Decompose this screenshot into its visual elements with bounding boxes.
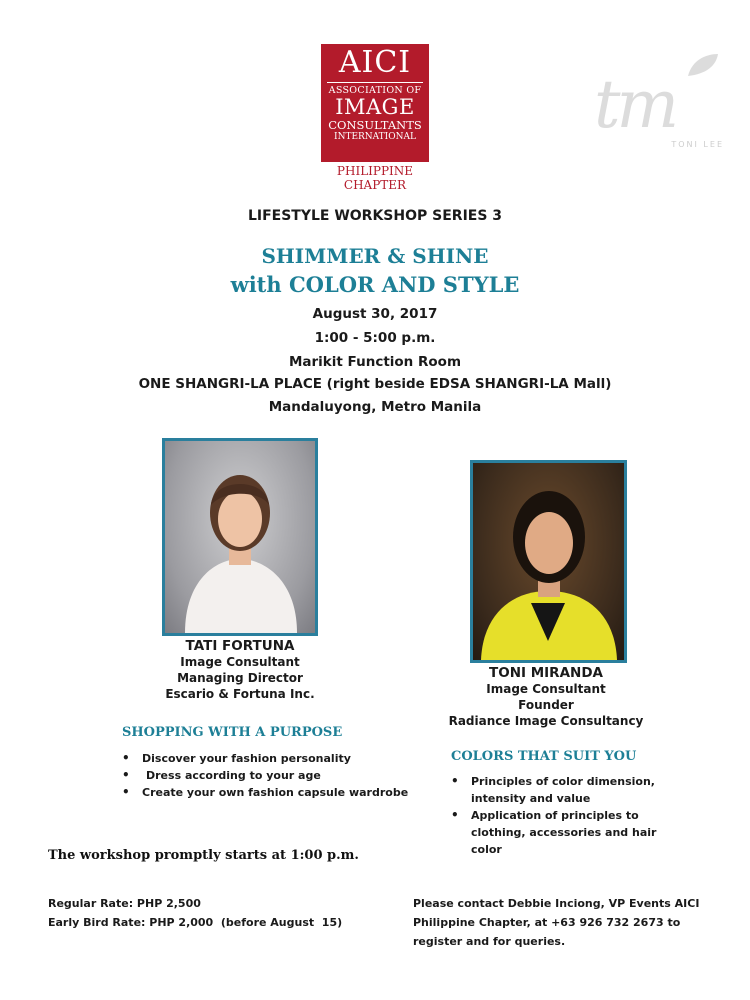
logo-line-international: INTERNATIONAL bbox=[334, 132, 416, 142]
workshop-series: LIFESTYLE WORKSHOP SERIES 3 bbox=[247, 208, 503, 224]
event-date: August 30, 2017 bbox=[312, 306, 438, 322]
list-item: • Dress according to your age bbox=[118, 767, 418, 784]
early-bird-rate: Early Bird Rate: PHP 2,000 (before August 15) bbox=[48, 916, 343, 929]
speaker2-role1: Image Consultant bbox=[486, 682, 606, 696]
logo-line-consultants: CONSULTANTS bbox=[328, 118, 422, 132]
list-item: • Application of principles to clothing, accessories and hair color bbox=[447, 807, 687, 858]
logo-line-association: ASSOCIATION OF bbox=[328, 85, 422, 96]
aici-logo bbox=[321, 44, 429, 162]
list-item: • Create your own fashion capsule wardrobe bbox=[118, 784, 418, 801]
logo-line-image: IMAGE bbox=[335, 95, 415, 119]
speaker2-portrait bbox=[473, 463, 624, 660]
watermark bbox=[588, 52, 728, 162]
speaker1-name: TATI FORTUNA bbox=[185, 638, 295, 654]
speaker2-name: TONI MIRANDA bbox=[489, 665, 603, 681]
event-venue: ONE SHANGRI-LA PLACE (right beside EDSA SHANGRI-LA Mall) bbox=[138, 376, 612, 392]
logo-acronym: AICI bbox=[338, 45, 412, 80]
event-room: Marikit Function Room bbox=[288, 354, 462, 370]
watermark-logo: tm bbox=[594, 66, 676, 143]
event-city: Mandaluyong, Metro Manila bbox=[268, 399, 482, 415]
topic1-title: SHOPPING WITH A PURPOSE bbox=[122, 725, 343, 740]
list-item: • Discover your fashion personality bbox=[118, 750, 418, 767]
topic2-title: COLORS THAT SUIT YOU bbox=[451, 749, 637, 764]
speaker2-photo bbox=[470, 460, 627, 663]
list-item: • Principles of color dimension, intensity and value bbox=[447, 773, 687, 807]
event-title-line2: with COLOR AND STYLE bbox=[230, 272, 520, 297]
watermark-sub: TONI LEE bbox=[671, 140, 724, 149]
speaker1-role2: Managing Director bbox=[177, 671, 303, 685]
event-title-line1: SHIMMER & SHINE bbox=[261, 244, 489, 268]
rates bbox=[48, 894, 342, 932]
topic1-list bbox=[118, 750, 418, 801]
contact-info: Please contact Debbie Inciong, VP Events AICI Philippine Chapter, at +63 926 732 2673 to register and for queries. bbox=[413, 897, 700, 948]
logo-chapter bbox=[300, 164, 450, 192]
event-time: 1:00 - 5:00 p.m. bbox=[314, 330, 436, 346]
speaker1-portrait bbox=[165, 441, 315, 633]
speaker2-company: Radiance Image Consultancy bbox=[448, 714, 644, 728]
speaker1-company: Escario & Fortuna Inc. bbox=[165, 687, 315, 701]
speaker1-role1: Image Consultant bbox=[180, 655, 300, 669]
leaf-icon bbox=[686, 52, 720, 78]
speaker2-info bbox=[446, 665, 646, 729]
topic2-list bbox=[447, 773, 687, 858]
speaker2-role2: Founder bbox=[518, 698, 574, 712]
regular-rate: Regular Rate: PHP 2,500 bbox=[48, 897, 201, 910]
logo-divider bbox=[327, 82, 423, 83]
speaker1-photo bbox=[162, 438, 318, 636]
start-notice: The workshop promptly starts at 1:00 p.m. bbox=[48, 848, 359, 863]
speaker1-info bbox=[162, 638, 318, 702]
chapter-line2: CHAPTER bbox=[343, 178, 407, 192]
chapter-line1: PHILIPPINE bbox=[336, 164, 414, 178]
